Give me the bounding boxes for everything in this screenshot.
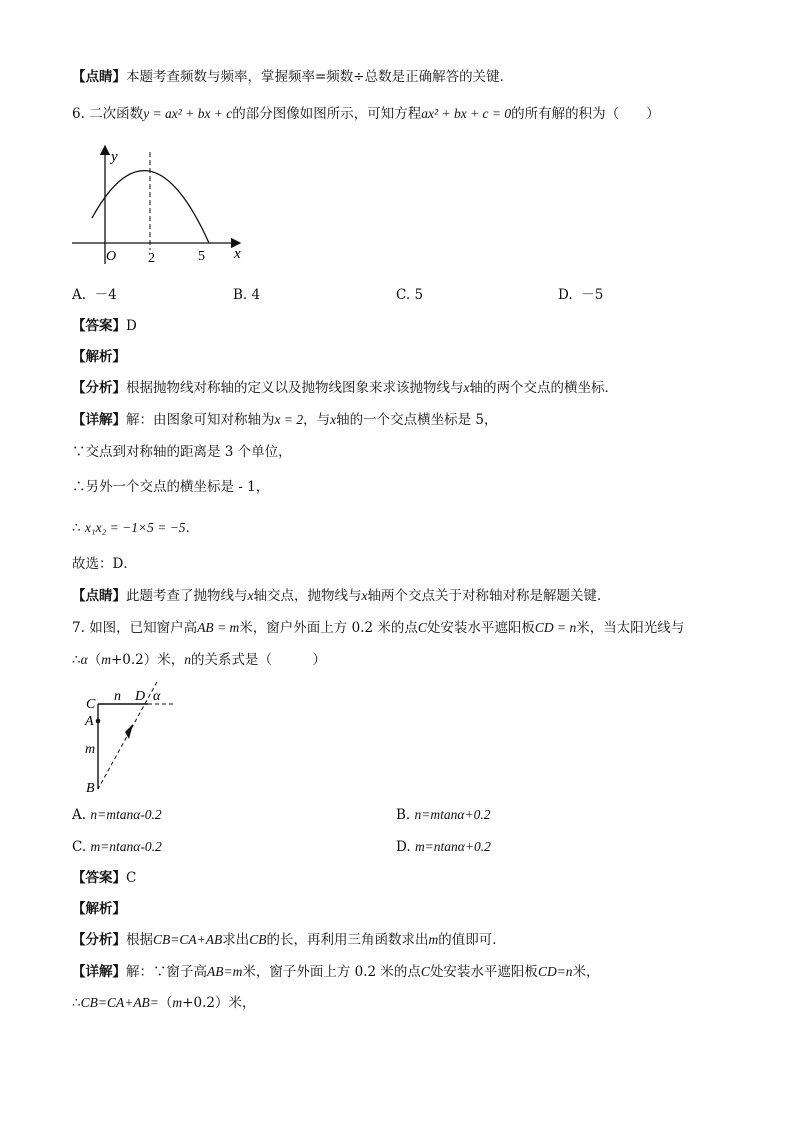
label-n: n (114, 689, 121, 704)
q7-detail: 【详解】解：∵窗子高AB=m米，窗子外面上方 0.2 米的点C处安装水平遮阳板CD=n米， (72, 964, 600, 980)
q6-dianjing: 【点睛】此题考查了抛物线与x轴交点，抛物线与x轴两个交点关于对称轴对称是解题关键． (72, 588, 611, 604)
q7-option-d: D. m=ntanα+0.2 (396, 839, 491, 855)
label-b: B (86, 781, 95, 796)
option-c: C. 5 (396, 287, 424, 303)
stem-text: 的所有解的积为（ ） (511, 106, 660, 122)
q6-detail-line5: 故选：D． (72, 556, 137, 572)
equation: y = ax² + bx + c (143, 106, 233, 121)
option-a: A. －4 (72, 287, 117, 303)
q5-dianjing-line (72, 67, 513, 87)
option-d: D. －5 (558, 287, 604, 303)
q6-fenxi: 【分析】根据抛物线对称轴的定义以及抛物线图象来求该抛物线与x轴的两个交点的横坐标． (72, 380, 618, 396)
ray-arrow (125, 724, 133, 739)
q6-stem (72, 104, 660, 124)
stem-text: 的部分图像如图所示，可知方程 (232, 106, 422, 122)
origin-label: O (106, 249, 117, 264)
equation: ax² + bx + c = 0 (421, 106, 512, 121)
q7-option-c: C. m=ntanα-0.2 (72, 839, 162, 855)
q6-detail-line4: ∴ x₁x₂ = −1×5 = −5． (72, 520, 200, 536)
q6-detail: 【详解】解：由图象可知对称轴为x = 2，与x轴的一个交点横坐标是 5， (72, 412, 498, 428)
label-a: A (85, 714, 94, 729)
q7-analysis: 【解析】 (72, 901, 126, 917)
point-a (96, 719, 101, 724)
q6-analysis: 【解析】 (72, 349, 126, 365)
q6-detail-line3: ∴另外一个交点的横坐标是 - 1， (72, 479, 270, 495)
q7-stem-line1: 7. 如图，已知窗户高AB = m米，窗户外面上方 0.2 米的点C处安装水平遮阳板CD = n米，当太阳光线与 (72, 620, 685, 636)
label-alpha: α (153, 689, 161, 704)
q7-answer: 【答案】C (72, 870, 137, 886)
q7-option-b: B. n=mtanα+0.2 (396, 807, 491, 823)
q7-fenxi: 【分析】根据CB=CA+AB求出CB的长，再利用三角函数求出m的值即可． (72, 932, 506, 948)
question-number: 6. (72, 106, 85, 122)
parabola-graph (68, 142, 258, 272)
x-axis-label: x (234, 246, 241, 262)
q6-answer: 【答案】D (72, 318, 137, 334)
label-m: m (85, 742, 96, 757)
q7-detail-line2: ∴CB=CA+AB=（m+0.2）米， (72, 995, 256, 1011)
option-b: B. 4 (233, 287, 261, 303)
tick-label-5: 5 (198, 249, 205, 264)
window-shade-figure (80, 680, 210, 802)
dianjing-tag: 【点睛】 (72, 69, 126, 85)
tick-label-2: 2 (148, 251, 155, 266)
q6-detail-line2: ∵交点到对称轴的距离是 3 个单位， (72, 444, 292, 460)
q7-option-a: A. n=mtanα-0.2 (72, 807, 162, 823)
q7-stem-line2: ∴α（m+0.2）米，n的关系式是（ ） (72, 652, 326, 668)
dianjing-text: 本题考查频数与频率，掌握频率=频数÷总数是正确解答的关键． (126, 69, 514, 85)
label-c: C (86, 697, 96, 712)
stem-text: 二次函数 (89, 106, 144, 122)
label-d: D (135, 689, 146, 704)
y-axis-label: y (111, 149, 118, 165)
